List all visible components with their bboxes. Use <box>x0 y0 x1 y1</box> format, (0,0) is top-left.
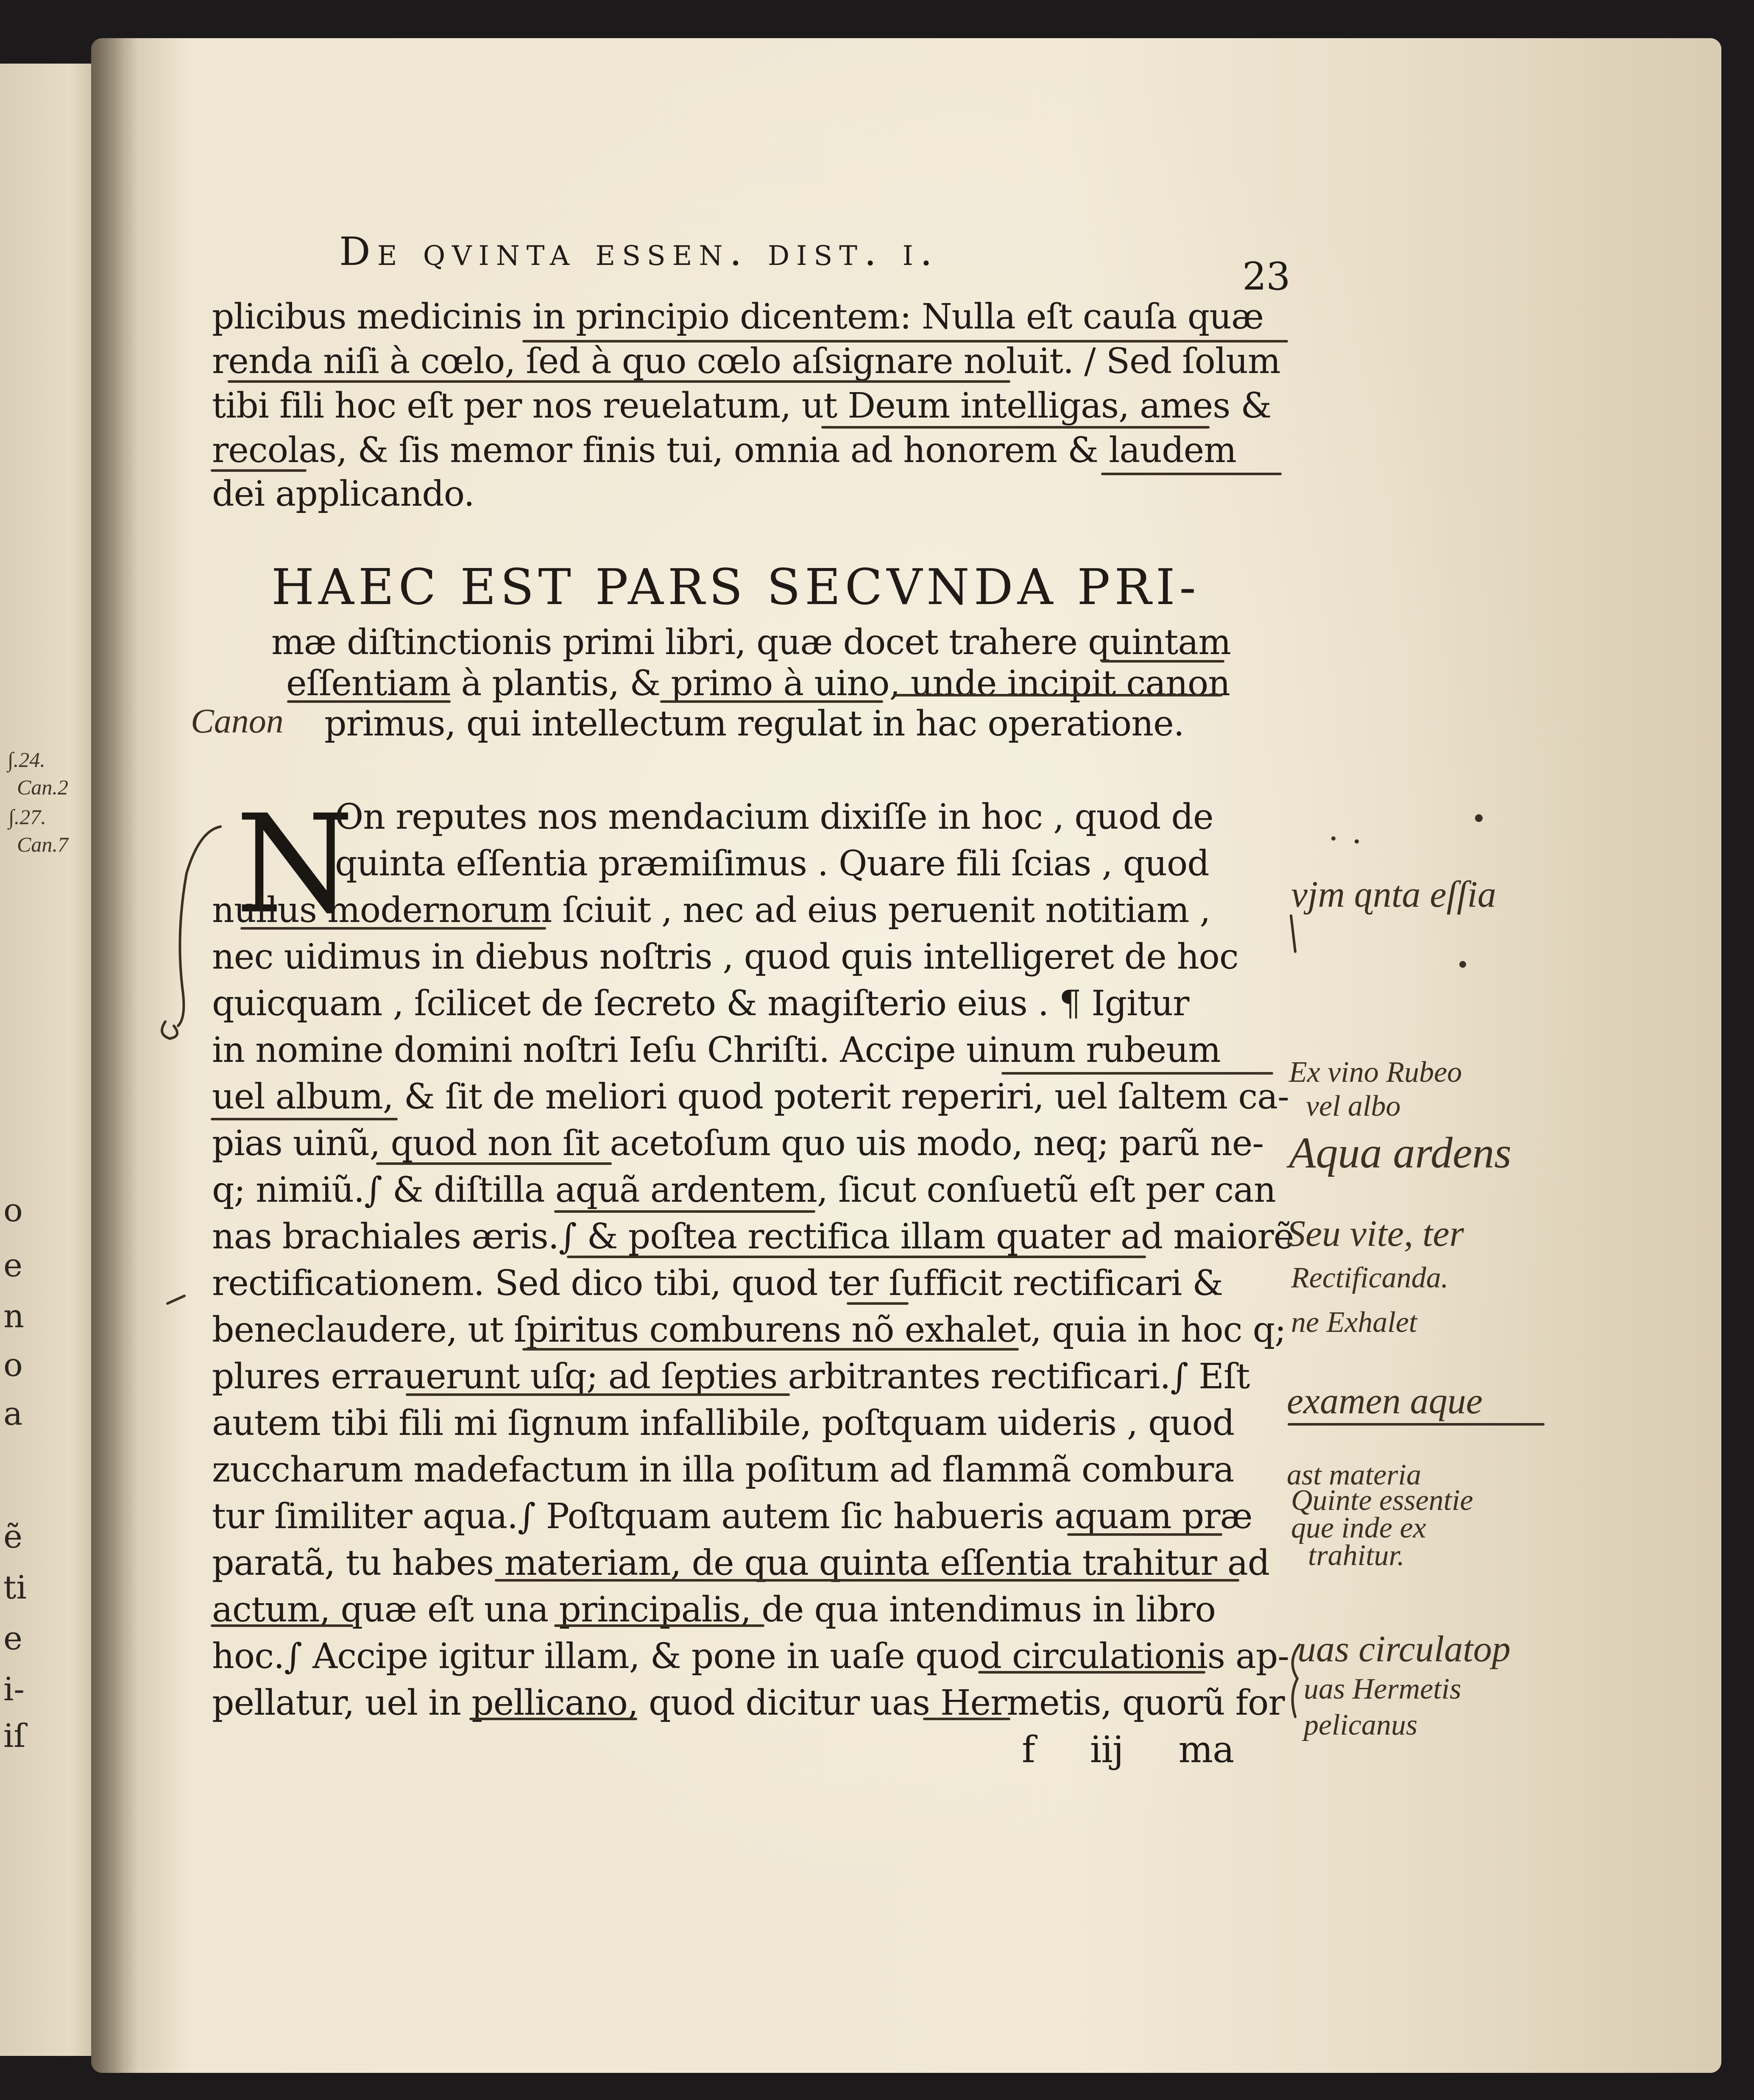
catchword: ma <box>1178 1729 1234 1771</box>
ink-dot <box>1355 839 1359 844</box>
margin-note: Quinte essentie <box>1291 1484 1473 1517</box>
ink-dot <box>1459 961 1466 968</box>
left-margin-note: ∫.27. <box>8 805 46 829</box>
text-line: in nomine domini noſtri Ieſu Chriſti. Accipe uinum rubeum <box>212 1030 1221 1070</box>
text-line: autem tibi fili mi ſignum infallibile, poſtquam uideris , quod <box>212 1403 1235 1443</box>
text-line: nec uidimus in diebus noſtris , quod quis intelligeret de hoc <box>212 937 1238 977</box>
margin-note: Seu vite, ter <box>1287 1213 1464 1254</box>
note-brace <box>1293 1645 1299 1717</box>
margin-note: Aqua ardens <box>1289 1128 1511 1177</box>
text-line: quinta eſſentia præmiſimus . Quare fili ſcias , quod <box>335 844 1209 884</box>
text-line: beneclaudere, ut ſpiritus comburens nõ exhalet, quia in hoc q; <box>212 1310 1286 1350</box>
left-line-fragment: iſ <box>3 1717 26 1755</box>
left-line-fragment: ẽ <box>3 1518 22 1555</box>
signature-mark: f <box>1022 1729 1035 1771</box>
left-margin-note: Can.2 <box>17 775 68 799</box>
section-heading-line: primus, qui intellectum regulat in hac operatione. <box>324 704 1184 744</box>
folio-number: 23 <box>1242 254 1290 299</box>
left-margin-note: ∫.24. <box>8 748 45 771</box>
running-head: De qvinta essen. dist. i. <box>339 229 939 274</box>
text-line: q; nimiũ.∫ & diſtilla aquã ardentem, ſicut conſuetũ eſt per can <box>212 1170 1276 1210</box>
margin-note: vel albo <box>1306 1090 1401 1122</box>
text-line: nas brachiales æris.∫ & poſtea rectifica illam quater ad maiorẽ <box>212 1217 1294 1257</box>
text-line: tur ſimiliter aqua.∫ Poſtquam autem ſic habueris aquam præ <box>212 1496 1252 1537</box>
text-line: actum, quæ eſt una principalis, de qua intendimus in libro <box>212 1590 1216 1630</box>
margin-note: uas Hermetis <box>1304 1673 1461 1705</box>
margin-note: trahitur. <box>1308 1539 1405 1572</box>
section-heading-line: mæ diſtinctionis primi libri, quæ docet trahere quintam <box>271 622 1231 663</box>
text-line: hoc.∫ Accipe igitur illam, & pone in uaſe quod circulationis ap- <box>212 1636 1289 1677</box>
ink-dot <box>1475 814 1483 822</box>
text-line: dei applicando. <box>212 474 474 514</box>
left-line-fragment: n <box>3 1297 24 1335</box>
left-line-fragment: e <box>3 1246 22 1284</box>
margin-note: que inde ex <box>1291 1512 1426 1544</box>
text-line: quicquam , ſcilicet de ſecreto & magiſterio eius . ¶ Igitur <box>212 983 1189 1024</box>
section-heading-line: eſſentiam à plantis, & primo à uino, unde incipit canon <box>286 663 1230 704</box>
margin-note: Rectificanda. <box>1291 1262 1449 1294</box>
canon-annotation: Canon <box>191 702 284 740</box>
left-line-fragment: i- <box>3 1670 25 1708</box>
left-line-fragment: a <box>3 1395 23 1432</box>
underline <box>1291 916 1295 952</box>
text-line: nullus modernorum ſciuit , nec ad eius peruenit notitiam , <box>212 890 1210 930</box>
left-line-fragment: e <box>3 1619 22 1657</box>
text-line: On reputes nos mendacium dixiſſe in hoc , quod de <box>335 797 1213 837</box>
left-line-fragment: ti <box>3 1568 27 1606</box>
margin-note: vjm ɋnta eſſia <box>1291 874 1496 915</box>
text-line: uel album, & ſit de meliori quod poterit reperiri, uel ſaltem ca- <box>212 1077 1289 1117</box>
text-line: paratã, tu habes materiam, de qua quinta eſſentia trahitur ad <box>212 1543 1270 1583</box>
text-line: recolas, & ſis memor finis tui, omnia ad honorem & laudem <box>212 430 1236 471</box>
margin-note: uas circulatop <box>1297 1629 1511 1670</box>
text-line: rectificationem. Sed dico tibi, quod ter ſufficit rectificari & <box>212 1263 1223 1303</box>
text-line: plures errauerunt uſq; ad ſepties arbitrantes rectificari.∫ Eſt <box>212 1356 1250 1397</box>
margin-note: ne Exhalet <box>1291 1306 1417 1339</box>
text-line: plicibus medicinis in principio dicentem: Nulla eſt cauſa quæ <box>212 297 1264 337</box>
left-line-fragment: o <box>3 1346 23 1384</box>
margin-tick <box>167 1296 184 1303</box>
bracket-curl <box>162 1022 177 1039</box>
signature-number: iij <box>1090 1729 1124 1771</box>
left-margin-note: Can.7 <box>17 833 68 856</box>
margin-note: pelicanus <box>1304 1709 1418 1741</box>
text-line: renda niſi à cœlo, ſed à quo cœlo aſsignare noluit. / Sed ſolum <box>212 341 1280 382</box>
margin-note: Ex vino Rubeo <box>1289 1056 1462 1089</box>
text-line: zuccharum madefactum in illa poſitum ad flammã combura <box>212 1450 1234 1490</box>
drop-initial: N <box>235 786 354 944</box>
left-line-fragment: o <box>3 1191 23 1229</box>
margin-note: examen aque <box>1287 1381 1483 1422</box>
margin-bracket <box>178 827 220 1026</box>
margin-note: ast materia <box>1287 1459 1421 1491</box>
section-heading: HAEC EST PARS SECVNDA PRI- <box>271 559 1200 616</box>
ink-dot <box>1331 836 1336 841</box>
text-line: pellatur, uel in pellicano, quod dicitur uas Hermetis, quorũ for <box>212 1683 1285 1723</box>
text-line: pias uinũ, quod non ſit acetoſum quo uis modo, neq; parũ ne- <box>212 1123 1264 1164</box>
text-line: tibi fili hoc eſt per nos reuelatum, ut Deum intelligas, ames & <box>212 386 1272 426</box>
